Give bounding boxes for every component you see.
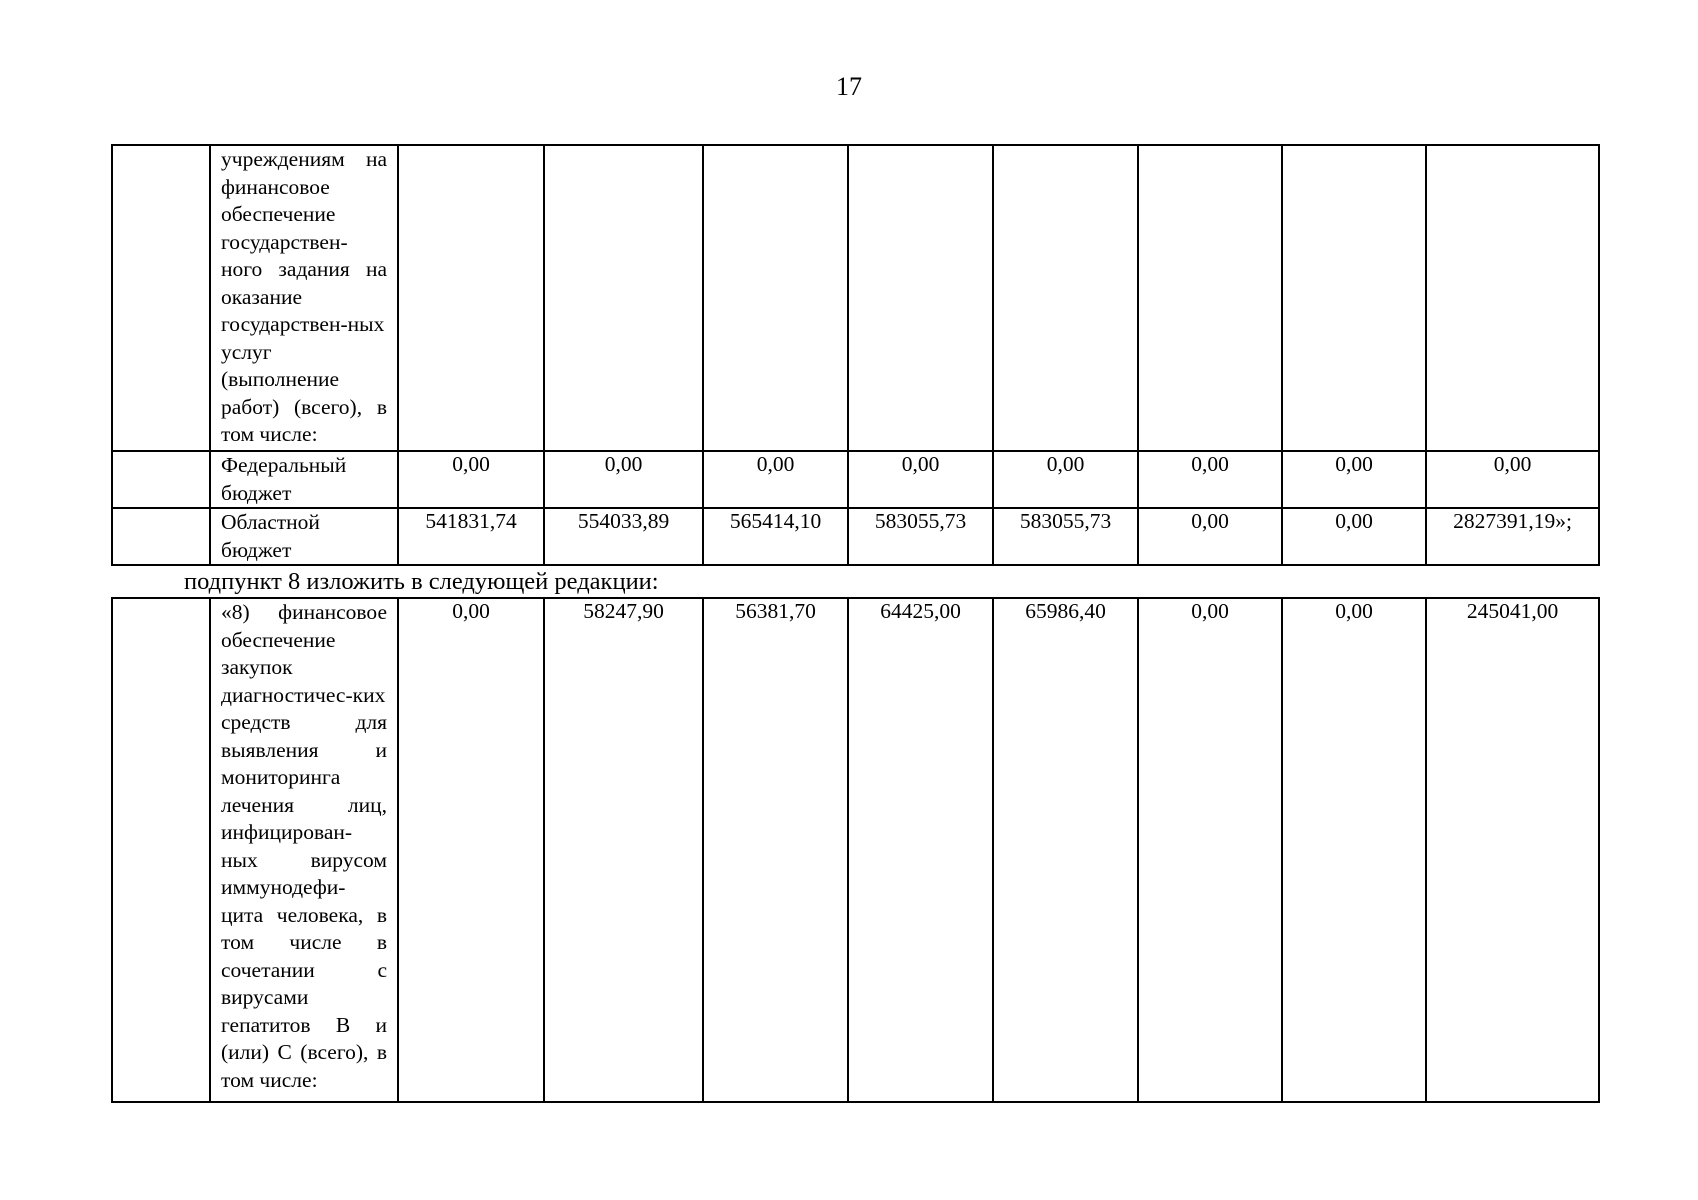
value-cell: 0,00 <box>1282 598 1426 1102</box>
value-cell: 0,00 <box>1138 598 1282 1102</box>
value-cell <box>848 145 993 451</box>
value-cell <box>1282 145 1426 451</box>
value-cell: 58247,90 <box>544 598 703 1102</box>
value-cell: 0,00 <box>398 451 544 508</box>
value-cell: 0,00 <box>1138 451 1282 508</box>
value-cell: 583055,73 <box>848 508 993 565</box>
value-cell: 64425,00 <box>848 598 993 1102</box>
table-row <box>112 145 1599 451</box>
value-cell: 0,00 <box>1282 508 1426 565</box>
value-cell <box>993 145 1138 451</box>
index-cell <box>112 508 210 565</box>
value-cell: 0,00 <box>993 451 1138 508</box>
value-cell: 565414,10 <box>703 508 848 565</box>
value-cell: 0,00 <box>398 598 544 1102</box>
value-cell <box>1426 145 1599 451</box>
value-cell: 65986,40 <box>993 598 1138 1102</box>
value-cell: 0,00 <box>1138 508 1282 565</box>
table-row <box>112 451 1599 508</box>
value-cell <box>1138 145 1282 451</box>
row-label: Областной бюджет <box>210 508 398 565</box>
value-cell: 2827391,19»; <box>1426 508 1599 565</box>
amendment-instruction: подпункт 8 изложить в следующей редакции: <box>184 568 659 595</box>
table-row <box>112 598 1599 1102</box>
value-cell: 554033,89 <box>544 508 703 565</box>
index-cell <box>112 145 210 451</box>
row-label: «8) финансовое обеспечение закупок диагностичес-ких средств для выявления и мониторинга лечения лиц, инфицирован-ных вирусом иммунодефи-цита человека, в том числе в сочетании с вирусами гепатитов В и (или) С (всего), в том числе: <box>210 598 398 1102</box>
index-cell <box>112 598 210 1102</box>
row-label: учреждениям на финансовое обеспечение государствен-ного задания на оказание государствен-ных услуг (выполнение работ) (всего), в том числе: <box>210 145 398 451</box>
value-cell: 541831,74 <box>398 508 544 565</box>
value-cell: 245041,00 <box>1426 598 1599 1102</box>
page-number: 17 <box>836 72 862 101</box>
value-cell: 0,00 <box>1426 451 1599 508</box>
value-cell: 0,00 <box>703 451 848 508</box>
value-cell: 583055,73 <box>993 508 1138 565</box>
index-cell <box>112 451 210 508</box>
value-cell: 0,00 <box>1282 451 1426 508</box>
value-cell: 0,00 <box>544 451 703 508</box>
value-cell <box>398 145 544 451</box>
row-label: Федеральный бюджет <box>210 451 398 508</box>
table-row <box>112 508 1599 565</box>
value-cell: 56381,70 <box>703 598 848 1102</box>
value-cell <box>544 145 703 451</box>
value-cell <box>703 145 848 451</box>
budget-table-continuation <box>111 144 1600 566</box>
budget-table-subitem-8 <box>111 597 1600 1103</box>
value-cell: 0,00 <box>848 451 993 508</box>
